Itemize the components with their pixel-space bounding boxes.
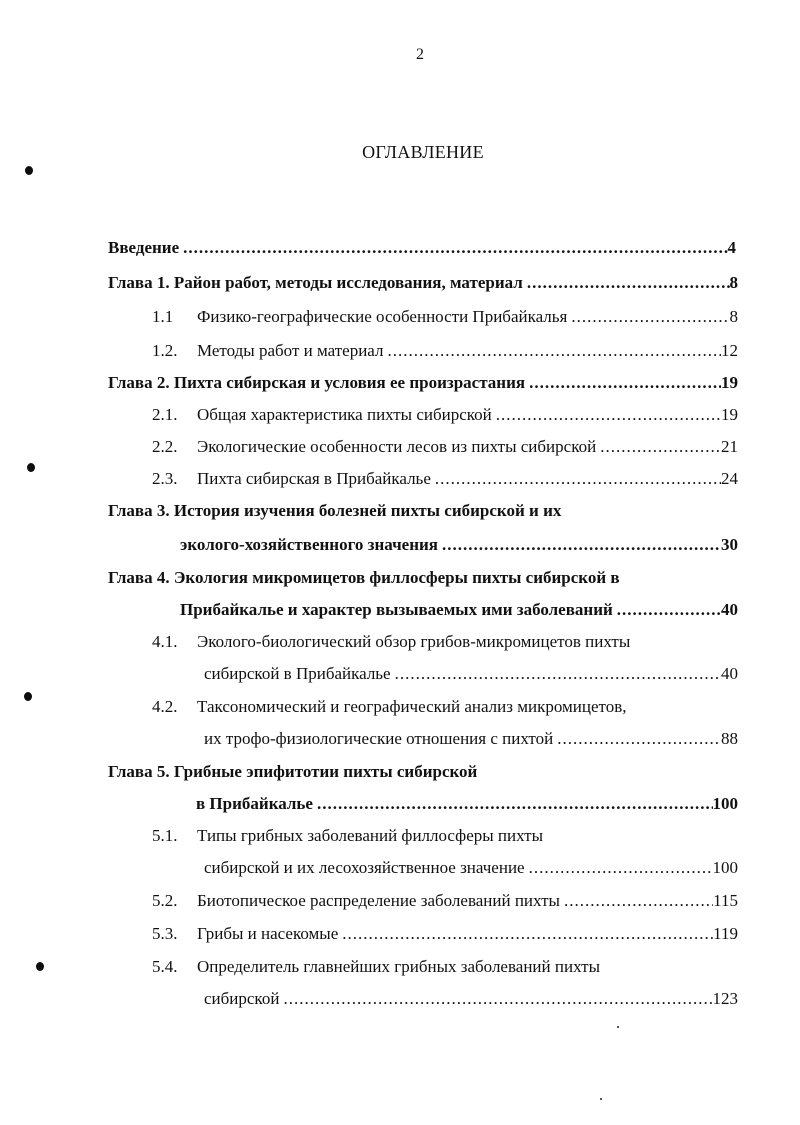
leader-dots — [525, 373, 721, 393]
toc-entry-page: 115 — [713, 891, 738, 910]
toc-entry-page: 19 — [721, 373, 738, 392]
leader-dots — [567, 307, 729, 327]
toc-entry-section-4-1 — [152, 632, 630, 652]
toc-entry-number: 5.3. — [152, 924, 178, 943]
leader-dots — [438, 535, 721, 555]
toc-entry-title: Глава 5. Грибные эпифитотии пихты сибирской — [108, 762, 478, 781]
toc-entry-page: 123 — [712, 989, 738, 1008]
toc-entry-section-5-4-cont — [204, 989, 738, 1009]
toc-entry-title: Глава 3. История изучения болезней пихты сибирской и их — [108, 501, 562, 520]
toc-entry-section-4-2-cont — [204, 729, 738, 749]
scan-speck — [600, 1098, 602, 1100]
toc-entry-number: 2.1. — [152, 405, 178, 424]
toc-entry-page: 119 — [713, 924, 738, 943]
scan-mark — [27, 463, 35, 472]
page-title: ОГЛАВЛЕНИЕ — [362, 142, 484, 162]
scan-speck — [617, 1026, 619, 1028]
leader-dots — [596, 437, 721, 457]
leader-dots — [523, 273, 730, 293]
toc-entry-page: 4 — [727, 238, 736, 257]
toc-entry-title: Определитель главнейших грибных заболеваний пихты — [197, 957, 600, 976]
toc-entry-title: сибирской и их лесохозяйственное значение — [204, 858, 525, 877]
toc-entry-chapter-3 — [108, 501, 561, 521]
leader-dots — [525, 858, 713, 878]
toc-entry-title: Типы грибных заболеваний филлосферы пихты — [197, 826, 544, 845]
toc-entry-title: Глава 4. Экология микромицетов филлосферы пихты сибирской в — [108, 568, 620, 587]
toc-entry-title: Прибайкалье и характер вызываемых ими заболеваний — [180, 600, 613, 619]
leader-dots — [492, 405, 721, 425]
toc-entry-page: 30 — [721, 535, 738, 554]
toc-entry-section-5-1 — [152, 826, 543, 846]
toc-entry-number: 5.1. — [152, 826, 178, 845]
toc-entry-title: в Прибайкалье — [196, 794, 313, 813]
toc-entry-page: 21 — [721, 437, 738, 456]
toc-entry-section-4-2 — [152, 697, 626, 717]
toc-entry-section-1-1 — [152, 307, 738, 327]
toc-entry-title: Физико-географические особенности Прибайкалья — [197, 307, 568, 326]
toc-entry-section-2-3 — [152, 469, 738, 489]
leader-dots — [553, 729, 721, 749]
toc-entry-page: 40 — [721, 600, 738, 619]
toc-entry-page: 24 — [721, 469, 738, 488]
scan-mark — [24, 692, 32, 701]
toc-entry-number: 1.2. — [152, 341, 178, 360]
toc-entry-title: сибирской — [204, 989, 280, 1008]
toc-entry-title: Пихта сибирская в Прибайкалье — [197, 469, 431, 488]
toc-entry-section-5-2 — [152, 891, 738, 911]
toc-entry-title: Глава 1. Район работ, методы исследования, материал — [108, 273, 523, 292]
leader-dots — [613, 600, 721, 620]
toc-entry-chapter-3-cont — [180, 535, 738, 555]
toc-entry-title: Экологические особенности лесов из пихты сибирской — [197, 437, 597, 456]
toc-entry-chapter-4 — [108, 568, 620, 588]
toc-entry-number: 4.1. — [152, 632, 178, 651]
toc-entry-page: 8 — [729, 273, 738, 292]
toc-entry-page: 100 — [712, 794, 738, 813]
toc-entry-page: 19 — [721, 405, 738, 424]
toc-entry-title: их трофо-физиологические отношения с пихтой — [204, 729, 554, 748]
toc-entry-title: Биотопическое распределение заболеваний пихты — [197, 891, 560, 910]
toc-entry-title: Эколого-биологический обзор грибов-микромицетов пихты — [197, 632, 631, 651]
toc-entry-page: 88 — [721, 729, 738, 748]
leader-dots — [313, 794, 713, 814]
toc-entry-chapter-5-cont — [196, 794, 738, 814]
toc-entry-number: 5.4. — [152, 957, 178, 976]
leader-dots — [338, 924, 713, 944]
toc-entry-chapter-1 — [108, 273, 738, 293]
toc-entry-chapter-5 — [108, 762, 477, 782]
toc-entry-title: Введение — [108, 238, 180, 257]
leader-dots — [391, 664, 721, 684]
toc-entry-title: Методы работ и материал — [197, 341, 384, 360]
toc-entry-section-4-1-cont — [204, 664, 738, 684]
toc-entry-section-5-1-cont — [204, 858, 738, 878]
toc-entry-title: Глава 2. Пихта сибирская и условия ее произрастания — [108, 373, 526, 392]
toc-entry-page: 8 — [729, 307, 738, 326]
toc-entry-introduction — [108, 238, 736, 258]
toc-entry-number: 4.2. — [152, 697, 178, 716]
scan-mark — [36, 962, 44, 971]
toc-entry-title: Таксономический и географический анализ микромицетов, — [197, 697, 627, 716]
toc-entry-page: 40 — [721, 664, 738, 683]
toc-entry-section-2-1 — [152, 405, 738, 425]
toc-entry-section-5-4 — [152, 957, 600, 977]
leader-dots — [383, 341, 721, 361]
toc-entry-chapter-4-cont — [180, 600, 738, 620]
toc-entry-section-1-2 — [152, 341, 738, 361]
toc-entry-page: 100 — [712, 858, 738, 877]
leader-dots — [179, 238, 727, 258]
toc-entry-title: сибирской в Прибайкалье — [204, 664, 391, 683]
toc-entry-number: 1.1 — [152, 307, 174, 326]
leader-dots — [560, 891, 713, 911]
toc-entry-title: Общая характеристика пихты сибирской — [197, 405, 492, 424]
toc-entry-title: Грибы и насекомые — [197, 924, 339, 943]
scan-mark — [25, 166, 33, 175]
page-number: 2 — [416, 46, 424, 63]
toc-entry-section-2-2 — [152, 437, 738, 457]
leader-dots — [279, 989, 712, 1009]
toc-entry-number: 5.2. — [152, 891, 178, 910]
toc-entry-number: 2.3. — [152, 469, 178, 488]
toc-entry-chapter-2 — [108, 373, 738, 393]
toc-entry-number: 2.2. — [152, 437, 178, 456]
leader-dots — [431, 469, 721, 489]
toc-entry-section-5-3 — [152, 924, 738, 944]
toc-entry-title: эколого-хозяйственного значения — [180, 535, 438, 554]
toc-entry-page: 12 — [721, 341, 738, 360]
